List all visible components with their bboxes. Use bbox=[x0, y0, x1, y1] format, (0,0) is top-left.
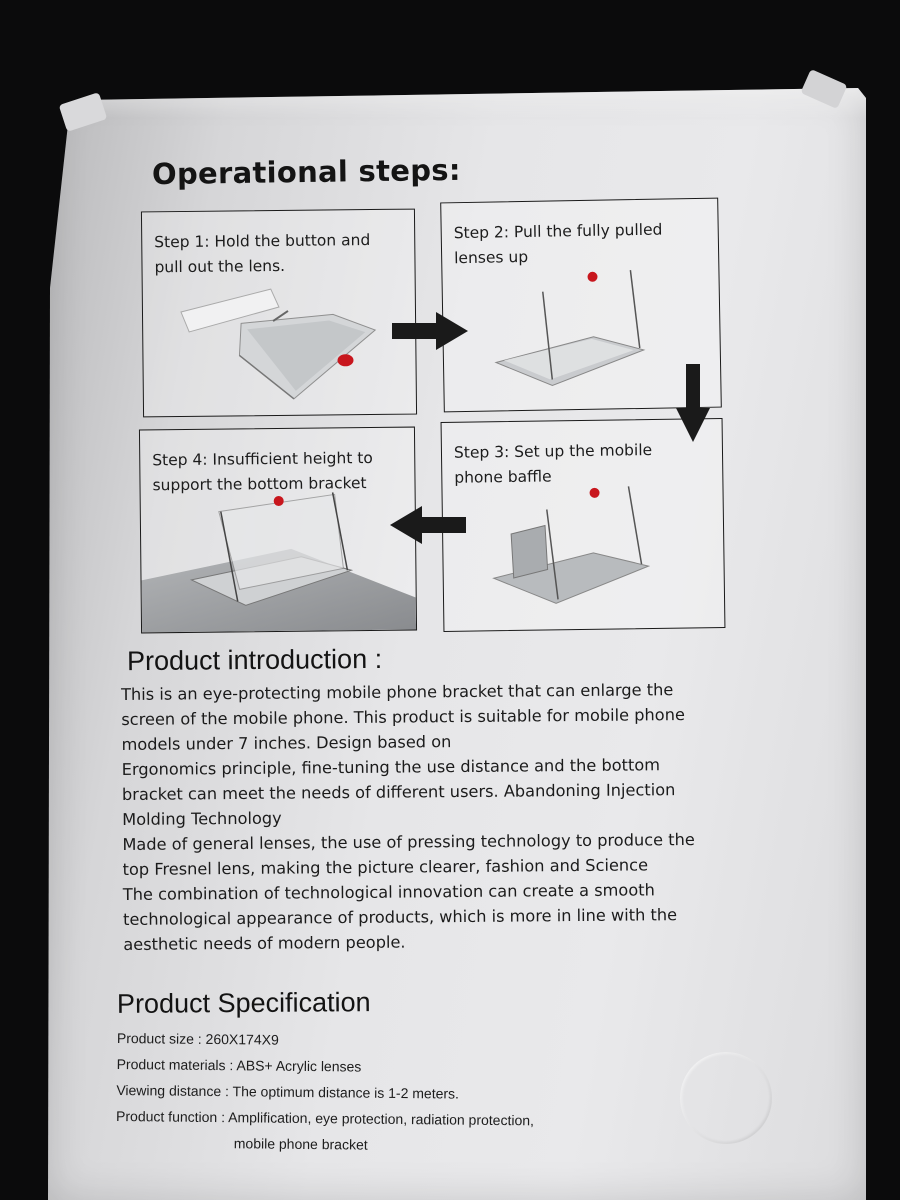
spec-viewing-distance: Viewing distance : The optimum distance is 1-2 meters. bbox=[116, 1081, 460, 1102]
intro-line: Molding Technology bbox=[122, 808, 282, 829]
step-3-text: Step 3: Set up the mobile phone baffle bbox=[453, 441, 653, 487]
step-3-illustration bbox=[442, 419, 725, 631]
spec-size: Product size : 260X174X9 bbox=[116, 1030, 279, 1048]
specification-list bbox=[116, 1030, 677, 1156]
arrow-left-icon bbox=[386, 506, 466, 544]
product-introduction-title: Product introduction : bbox=[126, 643, 383, 677]
step-2-text: Step 2: Pull the fully pulled lenses up bbox=[453, 220, 663, 268]
intro-line: models under 7 inches. Design based on bbox=[121, 732, 452, 754]
product-introduction-body bbox=[121, 677, 743, 957]
intro-line: aesthetic needs of modern people. bbox=[123, 932, 406, 954]
step-1-panel bbox=[141, 209, 417, 418]
step-3-panel bbox=[441, 418, 726, 632]
spec-function-continued: mobile phone bracket bbox=[233, 1135, 368, 1153]
arrow-down-icon bbox=[676, 364, 710, 444]
intro-line: bracket can meet the needs of different users. Abandoning Injection bbox=[121, 780, 676, 804]
operational-steps-title: Operational steps: bbox=[151, 152, 461, 192]
step-1-text: Step 1: Hold the button and pull out the lens. bbox=[154, 231, 371, 277]
step-4-panel bbox=[139, 427, 417, 634]
intro-line: technological appearance of products, which is more in line with the bbox=[122, 905, 678, 929]
intro-line: Ergonomics principle, fine-tuning the use distance and the bottom bbox=[121, 755, 661, 779]
spec-materials: Product materials : ABS+ Acrylic lenses bbox=[116, 1055, 362, 1075]
intro-line: This is an eye-protecting mobile phone bracket that can enlarge the bbox=[121, 680, 674, 704]
red-button-dot bbox=[589, 488, 599, 498]
arrow-right-icon bbox=[392, 312, 472, 350]
intro-line: top Fresnel lens, making the picture clearer, fashion and Science bbox=[122, 855, 649, 879]
intro-line: screen of the mobile phone. This product is suitable for mobile phone bbox=[121, 705, 685, 729]
step-1-illustration bbox=[142, 210, 416, 417]
intro-line: Made of general lenses, the use of pressing technology to produce the bbox=[122, 829, 695, 854]
intro-line: The combination of technological innovation can create a smooth bbox=[122, 880, 655, 904]
product-specification-title: Product Specification bbox=[116, 987, 371, 1019]
spec-function: Product function : Amplification, eye protection, radiation protection, bbox=[116, 1107, 535, 1129]
embossed-circle bbox=[680, 1052, 772, 1144]
step-4-text: Step 4: Insufficient height to support the bottom bracket bbox=[152, 449, 373, 495]
step-4-illustration bbox=[140, 428, 416, 633]
red-button-dot bbox=[587, 272, 597, 282]
